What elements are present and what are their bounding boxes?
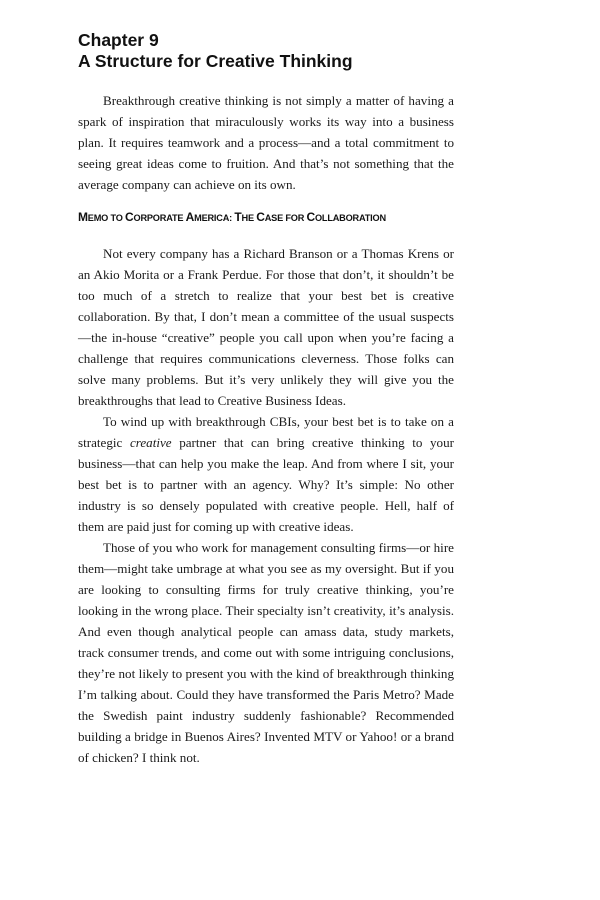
paragraph-3: Those of you who work for management consulting firms—or hire them—might take umbrage at what you see as my oversight. But if you are looking to consulting firms for truly creative thinking, you’re looking in the wrong place. Their specialty isn’t creativity, it’s analysis. And even though analytical people can amass data, study markets, track consumer trends, and come out with some intriguing conclusions, they’re not likely to present you with the kind of breakthrough thinking I’m talking about. Could they have transformed the Paris Metro? Made the Swedish paint industry suddenly fashionable? Recommended building a bridge in Buenos Aires? Invented MTV or Yahoo! or a brand of chicken? I think not. [78,540,454,765]
paragraph-1: Not every company has a Richard Branson or a Thomas Krens or an Akio Morita or a Frank Perdue. For those that don’t, it shouldn’t be too much of a stretch to realize that your best bet is creative collaboration. By that, I don’t mean a committee of the usual suspects—the in-house “creative” people you call upon when you’re facing a challenge that requires communications cleverness. Those folks can solve many problems. But it’s very unlikely they will give you the breakthroughs that lead to Creative Business Ideas. [78,246,454,408]
chapter-title: A Structure for Creative Thinking [78,51,353,71]
emphasis-creative: creative [129,435,172,450]
section-heading: MEMO TO CORPORATE AMERICA: THE CASE FOR COLLABORATION [78,210,386,224]
chapter-number: Chapter 9 [78,30,159,50]
chapter-heading [78,30,454,72]
intro-paragraph: Breakthrough creative thinking is not simply a matter of having a spark of inspiration that miraculously works its way into a business plan. It requires teamwork and a process—and a total commitment to seeing great ideas come to fruition. And that’s not something that the average company can achieve on its own. [78,93,454,192]
paragraph-2: To wind up with breakthrough CBIs, your best bet is to take on a strategic creative partner that can bring creative thinking to your business—that can help you make the leap. And from where I sit, your best bet is to partner with an agency. Why? It’s simple: No other industry is so densely populated with creative people. Hell, half of them are paid just for coming up with creative ideas. [78,414,454,534]
body-text [78,90,454,768]
book-page [78,30,454,768]
